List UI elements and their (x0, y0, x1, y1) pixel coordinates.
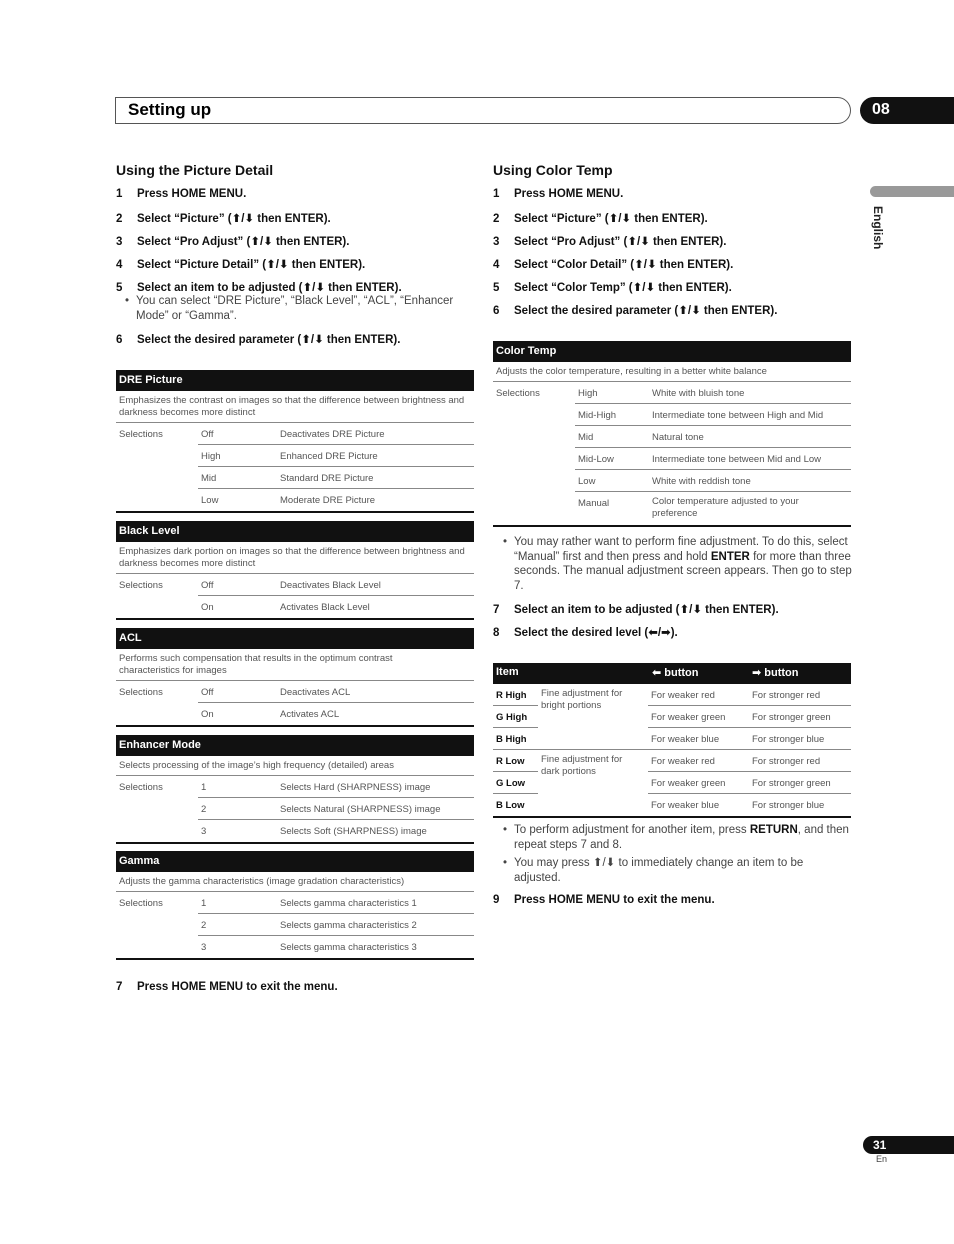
group-label-bright: Fine adjustment for bright portions (541, 688, 623, 711)
right-step-1: 1 Press HOME MENU. (493, 188, 624, 200)
right-step-2: 2 Select “Picture” (⬆/⬇ then ENTER). (493, 213, 708, 225)
right-step-6: 6 Select the desired parameter (⬆/⬇ then ENTER). (493, 305, 778, 317)
right-button-column-header: ➡ button (752, 667, 799, 679)
right-step-9: 9 Press HOME MENU to exit the menu. (493, 894, 715, 906)
table-row: 2 Selects gamma characteristics 2 (116, 914, 474, 936)
color-temp-table (493, 341, 851, 527)
left-step-6: 6 Select the desired parameter (⬆/⬇ then ENTER). (116, 334, 401, 346)
table-header: Color Temp (493, 341, 851, 362)
table-row: Off Deactivates Black Level (116, 574, 474, 596)
table-row: 1 Selects Hard (SHARPNESS) image (116, 776, 474, 798)
table-row: On Activates Black Level (201, 602, 370, 613)
left-step-2: 2 Select “Picture” (⬆/⬇ then ENTER). (116, 213, 331, 225)
table-description: Emphasizes the contrast on images so that the difference between brightness and darkness becomes more distinct (116, 391, 474, 423)
left-step-4: 4 Select “Picture Detail” (⬆/⬇ then ENTER). (116, 259, 366, 271)
table-row: High Enhanced DRE Picture (116, 445, 474, 467)
right-step-4: 4 Select “Color Detail” (⬆/⬇ then ENTER). (493, 259, 734, 271)
chapter-number-tab: 08 (860, 97, 954, 124)
acl-table (116, 628, 474, 727)
table-header (493, 663, 851, 684)
selections-label: Selections (119, 898, 163, 909)
left-step-3: 3 Select “Pro Adjust” (⬆/⬇ then ENTER). (116, 236, 350, 248)
selections-label: Selections (119, 580, 163, 591)
press-bullet: • You may press ⬆/⬇ to immediately change an item to be adjusted. (503, 857, 804, 884)
table-row: Mid-High Intermediate tone between High and Mid (493, 404, 851, 426)
right-step-5: 5 Select “Color Temp” (⬆/⬇ then ENTER). (493, 282, 732, 294)
table-header: Gamma (116, 851, 474, 872)
return-bullet: • To perform adjustment for another item, press RETURN, and then repeat steps 7 and 8. (503, 824, 849, 851)
page-language: En (876, 1154, 888, 1164)
table-row: R High For weaker red For stronger red (493, 684, 851, 706)
left-step-1: 1 Press HOME MENU. (116, 188, 247, 200)
table-description: Selects processing of the image’s high frequency (detailed) areas (116, 756, 474, 776)
left-bullet-items: • You can select “DRE Picture”, “Black Level”, “ACL”, “Enhancer Mode” or “Gamma”. (125, 295, 454, 322)
table-description: Adjusts the gamma characteristics (image gradation characteristics) (116, 872, 474, 892)
item-column-header: Item (496, 666, 519, 678)
table-row: G High For weaker green For stronger green (493, 706, 851, 728)
right-step-7: 7 Select an item to be adjusted (⬆/⬇ then ENTER). (493, 604, 779, 616)
table-row: G Low For weaker green For stronger green (493, 772, 851, 794)
selections-label: Selections (496, 388, 540, 399)
table-row: Manual Color temperature adjusted to your preference (578, 496, 799, 519)
language-tab-bar (870, 186, 954, 197)
table-row: 2 Selects Natural (SHARPNESS) image (116, 798, 474, 820)
enhancer-mode-table (116, 735, 474, 844)
page-number: 31 (863, 1136, 954, 1154)
table-row: 1 Selects gamma characteristics 1 (116, 892, 474, 914)
table-row: On Activates ACL (201, 709, 340, 720)
table-row: B High For weaker blue For stronger blue (493, 728, 851, 750)
table-row: B Low For weaker blue For stronger blue (496, 800, 825, 811)
black-level-table (116, 521, 474, 620)
table-header: Enhancer Mode (116, 735, 474, 756)
table-description: Emphasizes dark portion on images so that the difference between brightness and darkness becomes more distinct (116, 542, 474, 574)
language-label: English (871, 206, 885, 250)
manual-bullet: • You may rather want to perform fine adjustment. To do this, select “Manual” first and then press and hold ENTER for more than three seconds. The manual adjustment screen appears. Then go to step 7. (503, 536, 852, 592)
color-temp-heading: Using Color Temp (493, 162, 613, 178)
table-row: Low Moderate DRE Picture (201, 495, 376, 506)
right-step-3: 3 Select “Pro Adjust” (⬆/⬇ then ENTER). (493, 236, 727, 248)
left-step-5: 5 Select an item to be adjusted (⬆/⬇ then ENTER). (116, 282, 402, 294)
left-button-column-header: ⬅ button (652, 667, 699, 679)
table-description: Adjusts the color temperature, resulting in a better white balance (493, 362, 851, 382)
selections-label: Selections (119, 782, 163, 793)
dre-picture-table (116, 370, 474, 513)
table-row: High White with bluish tone (493, 382, 851, 404)
table-row: R Low For weaker red For stronger red (493, 750, 851, 772)
table-row: Mid Standard DRE Picture (116, 467, 474, 489)
adjustment-table (493, 663, 851, 818)
table-row: Low White with reddish tone (493, 470, 851, 492)
picture-detail-heading: Using the Picture Detail (116, 162, 274, 178)
table-row: 3 Selects Soft (SHARPNESS) image (201, 826, 427, 837)
gamma-table (116, 851, 474, 960)
table-row: Off Deactivates ACL (116, 681, 474, 703)
table-row: Mid Natural tone (493, 426, 851, 448)
selections-label: Selections (119, 429, 163, 440)
left-step-7: 7 Press HOME MENU to exit the menu. (116, 981, 338, 993)
group-label-dark: Fine adjustment for dark portions (541, 754, 623, 777)
table-header: ACL (116, 628, 474, 649)
chapter-header-bar (115, 97, 851, 124)
section-title: Setting up (128, 100, 212, 119)
right-step-8: 8 Select the desired level (⬅/➡). (493, 627, 678, 639)
table-header: Black Level (116, 521, 474, 542)
selections-label: Selections (119, 687, 163, 698)
table-row: Off Deactivates DRE Picture (116, 423, 474, 445)
table-header: DRE Picture (116, 370, 474, 391)
table-row: Mid-Low Intermediate tone between Mid and Low (493, 448, 851, 470)
table-row: 3 Selects gamma characteristics 3 (201, 942, 417, 953)
table-description: Performs such compensation that results in the optimum contrast characteristics for images (116, 649, 474, 681)
